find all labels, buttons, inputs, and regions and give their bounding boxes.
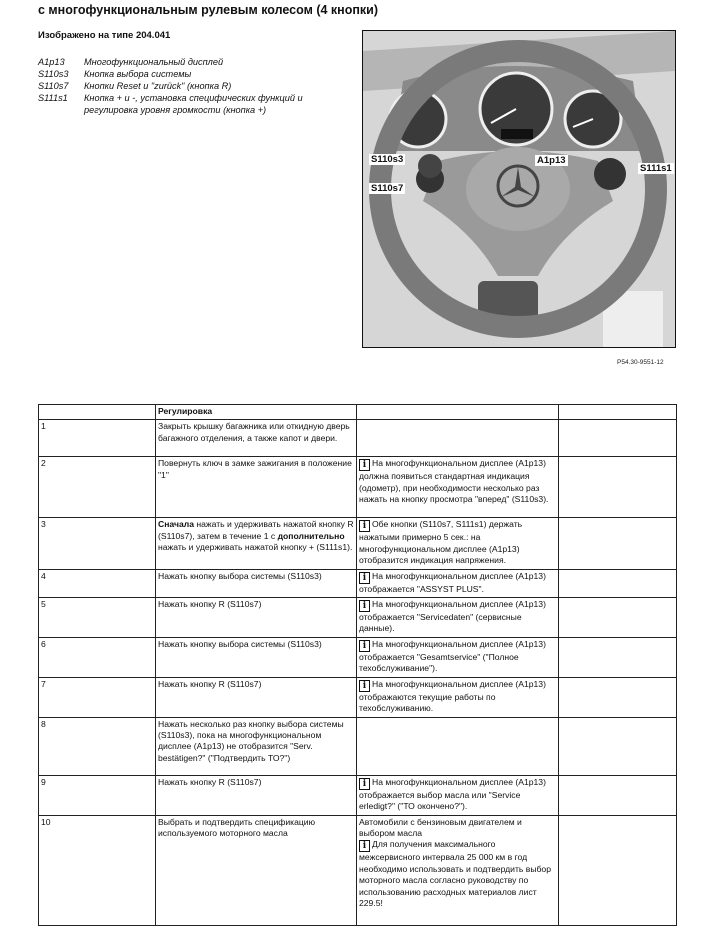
info-icon: i [359,459,370,471]
steering-wheel-figure [362,30,676,348]
legend-code: S110s3 [38,69,69,79]
info-icon: i [359,572,370,584]
step-action: Нажать кнопку R (S110s7) [156,677,357,717]
callout-s110s7: S110s7 [371,183,404,194]
step-note: На многофункциональном дисплее (A1p13) отображается "ASSYST PLUS". [359,570,546,594]
step-number: 4 [39,569,156,597]
step-number: 10 [39,815,156,925]
action-text: нажать и удерживать нажатой кнопку R (S110s7), затем в течение 1 с [158,519,354,541]
info-icon: i [359,600,370,612]
step-number: 9 [39,775,156,815]
info-icon: i [359,778,370,790]
emphasis-additionally: дополнительно [277,530,345,541]
legend-item [38,68,334,80]
adjustment-table [38,404,677,926]
step-note: На многофункциональном дисплее (A1p13) отображается "Servicedaten" (сервисные данные). [359,599,546,634]
callout-s110s3: S110s3 [371,154,404,165]
step-action: Нажать несколько раз кнопку выбора системы (S110s3), пока на многофункциональном дисплее (A1p13) не отобразится "Serv. bestätigen?" ("Подтвердить ТО?") [156,717,357,775]
step-action: Нажать кнопку R (S110s7) [156,598,357,638]
section-title: с многофункциональным рулевым колесом (4 кнопки) [38,3,379,17]
info-icon: i [359,680,370,692]
legend-desc: Кнопка выбора системы [84,69,192,79]
info-icon: i [359,640,370,652]
table-row [39,598,677,638]
table-row [39,569,677,597]
info-icon: i [359,840,370,852]
info-icon: i [359,520,370,532]
step-note: Обе кнопки (S110s7, S111s1) держать нажатыми примерно 5 сек.: на многофункциональном дисплее (A1p13) отобразится индикация напряжения. [359,519,523,566]
table-row [39,815,677,925]
step-number: 1 [39,420,156,457]
legend-desc: Кнопка + и -, установка специфических функций и регулировка уровня громкости (кнопка +) [84,93,303,115]
emphasis-first: Сначала [158,519,194,530]
step-action: Закрыть крышку багажника или откидную дверь багажного отделения, а также капот и двери. [156,420,357,457]
table-row [39,518,677,569]
legend-item [38,92,334,116]
section-subtitle: Изображено на типе 204.041 [38,30,171,41]
legend-code: S111s1 [38,93,68,103]
step-number: 7 [39,677,156,717]
legend-desc: Многофункциональный дисплей [84,57,224,67]
step-action: Повернуть ключ в замке зажигания в положение "1" [156,457,357,518]
step-action: Нажать кнопку R (S110s7) [156,775,357,815]
step-action: Нажать кнопку выбора системы (S110s3) [156,638,357,678]
legend-desc: Кнопки Reset и "zurück" (кнопка R) [84,81,232,91]
figure-caption: P54.30-9551-12 [617,359,664,366]
header-adjustment: Регулировка [156,405,357,420]
legend-item [38,80,334,92]
step-note: На многофункциональном дисплее (A1p13) отображается выбор масла или "Service erledigt?" ("ТО окончено?"). [359,776,546,812]
step-number: 6 [39,638,156,678]
step-note: На многофункциональном дисплее (A1p13) должна появиться стандартная индикация (одометр), при необходимости несколько раз нажать на кнопку просмотра "вперед" (S110s3). [359,458,549,505]
table-row [39,775,677,815]
step-number: 5 [39,598,156,638]
table-row [39,638,677,678]
callout-s111s1: S111s1 [640,163,672,174]
callout-a1p13: A1p13 [537,155,566,166]
step-action: Нажать кнопку выбора системы (S110s3) [156,569,357,597]
steering-wheel-illustration [363,31,675,347]
legend-code: A1p13 [38,57,65,67]
step-note: На многофункциональном дисплее (A1p13) отображаются текущие работы по техобслуживанию. [359,678,546,714]
legend-item [38,56,334,68]
table-row [39,717,677,775]
legend-code: S110s7 [38,81,69,91]
step-note: На многофункциональном дисплее (A1p13) отображается "Gesamtservice" ("Полное техобслуживание"). [359,639,546,674]
step-action [156,518,357,569]
table-row [39,457,677,518]
component-legend [38,56,334,116]
step-number: 2 [39,457,156,518]
table-header-row [39,405,677,420]
table-row [39,420,677,457]
step-note: Для получения максимального межсервисного интервала 25 000 км в год необходимо использовать и подтвердить выбор моторного масла согласно руководству по использованию расходных материалов лист 229.5! [359,839,551,909]
step-number: 3 [39,518,156,569]
action-text: нажать и удерживать нажатой кнопку + (S111s1). [158,542,353,553]
step-action: Выбрать и подтвердить спецификацию используемого моторного масла [156,815,357,925]
step-note-condition: Автомобили с бензиновым двигателем и выбором масла [359,816,522,839]
step-number: 8 [39,717,156,775]
table-row [39,677,677,717]
